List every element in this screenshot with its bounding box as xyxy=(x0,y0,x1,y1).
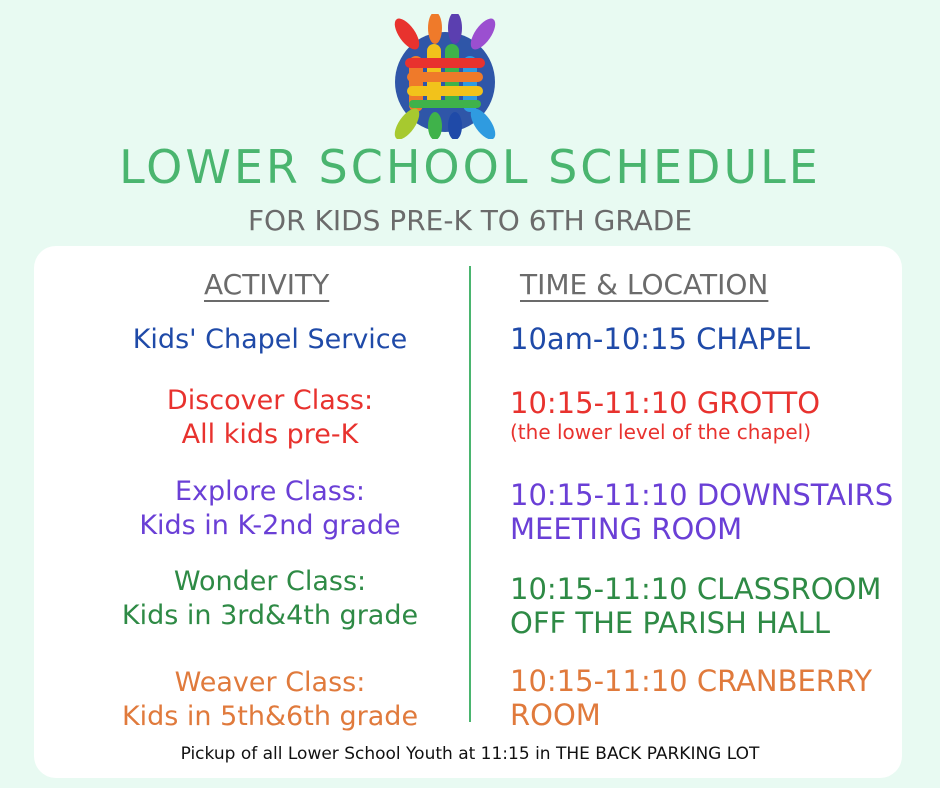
column-divider xyxy=(469,266,471,722)
activity-line1: Discover Class: xyxy=(166,385,374,416)
location-cranberry-room xyxy=(510,664,900,732)
time-line2: MEETING ROOM xyxy=(510,512,743,546)
activity-weaver-class xyxy=(80,666,460,734)
time-line1: 10:15-11:10 DOWNSTAIRS xyxy=(510,478,894,512)
location-classroom-parish-hall xyxy=(510,572,900,640)
activity-discover-class xyxy=(80,384,460,452)
activity-explore-class xyxy=(80,475,460,543)
activity-line2: Kids in 5th&6th grade xyxy=(121,701,419,732)
pickup-note: Pickup of all Lower School Youth at 11:15 in THE BACK PARKING LOT xyxy=(180,744,760,764)
time-line1: 10am-10:15 CHAPEL xyxy=(510,322,811,356)
time-line2: ROOM xyxy=(510,698,601,732)
page-subtitle: FOR KIDS PRE-K TO 6TH GRADE xyxy=(247,204,693,237)
activity-line1: Wonder Class: xyxy=(173,566,367,597)
time-line2: OFF THE PARISH HALL xyxy=(510,606,831,640)
page-title: LOWER SCHOOL SCHEDULE xyxy=(119,140,821,194)
activity-line1: Kids' Chapel Service xyxy=(132,324,408,355)
time-line2: (the lower level of the chapel) xyxy=(510,420,812,444)
activity-line1: Weaver Class: xyxy=(174,667,366,698)
activity-kids-chapel xyxy=(80,323,460,357)
activity-column-header: ACTIVITY xyxy=(204,268,330,301)
time-line1: 10:15-11:10 CLASSROOM xyxy=(510,572,882,606)
location-chapel xyxy=(510,322,900,356)
location-downstairs-meeting-room xyxy=(510,478,900,546)
rainbow-cross-logo xyxy=(385,14,505,139)
activity-line2: Kids in K-2nd grade xyxy=(139,510,401,541)
activity-line1: Explore Class: xyxy=(174,476,366,507)
time-line1: 10:15-11:10 CRANBERRY xyxy=(510,664,872,698)
time-location-column-header: TIME & LOCATION xyxy=(520,268,769,301)
location-grotto xyxy=(510,386,900,444)
activity-wonder-class xyxy=(80,565,460,633)
time-line1: 10:15-11:10 GROTTO xyxy=(510,386,821,420)
activity-line2: Kids in 3rd&4th grade xyxy=(121,600,419,631)
activity-line2: All kids pre-K xyxy=(181,419,359,450)
